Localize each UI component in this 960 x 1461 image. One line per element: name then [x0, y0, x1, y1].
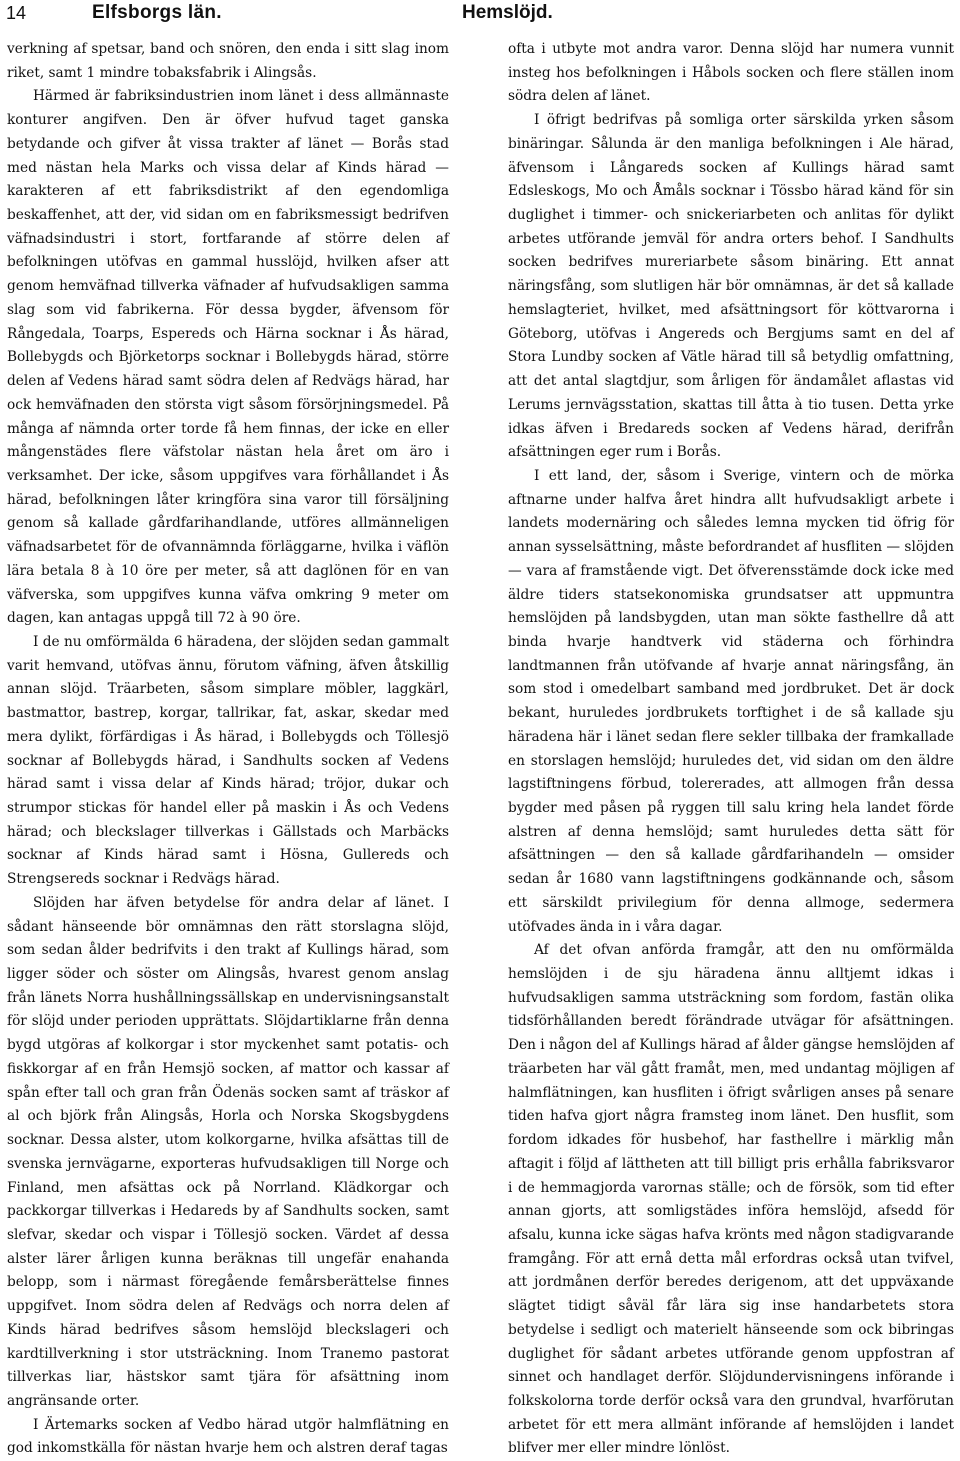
paragraph: I öfrigt bedrifvas på somliga orter särskilda yrken såsom binäringar. Sålunda är den manliga befolkningen i Ale härad, äfvensom i Långareds socken af Kullings härad samt Edsleskogs, Mo och Åmåls socknar i Tössbo härad känd för sin duglighet i timmer- och snickeriarbeten och anlitas för dylikt arbetes utförande jemväl för andra orters behof. I Sandhults socken bedrifves mureriarbete såsom binäring. Ett annat näringsfång, som slutligen här bör omnämnas, är det så kallade hemslagteriet, hvilket, med afsättningsort för köttvarorna i Göteborg, utöfvas i Angereds och Bergjums samt en del af Stora Lundby socken af Vätle härad till så betydlig omfattning, att det antal slagtdjur, som årligen för ändamålet aflastas vid Lerums jernvägsstation, skattas till åtta à tio tusen. Detta yrke idkas äfven i Bredareds socken af Vedens härad, derifrån afsättningen eger rum i Borås.	[508, 112, 954, 461]
running-title-left: Elfsborgs län.	[92, 2, 222, 23]
page-number: 14	[6, 3, 27, 23]
paragraph: Härmed är fabriksindustrien inom länet i dess allmännaste konturer angifven. Den är öfver hufvud taget ganska betydande och gifver åt vissa trakter af länet — Borås stad med nästan hela Marks och vissa delar af Kinds härad — karakteren af ett fabriksdistrikt af den egendomliga beskaffenhet, att der, vid sidan om en fabriksmessigt bedrifven väfnadsindustri i stort, fortfarande af större delen af befolkningen utöfvas en gammal husslöjd, hvilken afser att genom hemväfnad tillverka väfnader af hufvudsakligen samma slag som vid fabrikerna. För dessa bygder, äfvensom för Rångedala, Toarps, Espereds och Härna socknar i Ås härad, Bollebygds och Björketorps socknar i Bollebygds härad, större delen af Vedens härad samt södra delen af Redvägs härad, har ock hemväfnaden den största vigt såsom försörjningsmedel. På många af nämnda orter torde få hem finnas, der icke en eller mångenstädes flere väfstolar nästan hela året om äro i verksamhet. Der icke, såsom uppgifves vara förhållandet i Ås härad, befolkningen låter kringföra sina varor till försäljning genom så kallade gårdfarihandlande, utföres allmänneligen väfnadsarbetet för de ofvannämnda förläggarne, hvilka i väflön lära betala 8 à 10 öre per meter, så att daglönen för en van väfverska, som uppgifves kunna väfva omkring 9 meter om dagen, kan antagas uppgå till 72 à 90 öre.	[7, 88, 449, 627]
paragraph: Af det ofvan anförda framgår, att den nu omförmälda hemslöjden i de sju häradena ännu alltjemt idkas i hufvudsakligen samma utsträckning som fordom, fastän olika tidsförhållanden beredt förändrade utvägar för afsättningen. Den i någon del af Kullings härad af ålder gängse hemslöjden af träarbeten har väl gått framåt, men, med undantag möjligen af halmflätningen, kan husfliten i öfrigt svårligen anses på senare tiden hafva gjort några framsteg inom länet. Den husflit, som fordom idkades för husbehof, har fasthellre i märklig mån aftagit i följd af lättheten att till billigt pris erhålla fabriksvaror i de hemmagjorda varornas ställe; och de försök, som tid efter annan gjorts, att somligstädes införa hemslöjd, afsedd för afsalu, kunna icke sägas hafva krönts med någon stadigvarande framgång. För att ernå detta mål erfordras också utan tvifvel, att jordmånen derför beredes derigenom, att det uppväxande slägtet tidigt såväl får lära sig inse handarbetets stora betydelse i sedligt och materielt hänseende som ock bibringas duglighet för sådant arbetes utförande genom uppfostran af sinnet och handlaget derför. Slöjdundervisningens införande i folkskolorna torde derför också vara den grundval, hvarförutan arbetet för ett mera allmänt införande af hemslöjden i landet blifver mer eller mindre lönlöst.	[508, 942, 954, 1457]
paragraph: ofta i utbyte mot andra varor. Denna slöjd har numera vunnit insteg hos befolkningen i Håbols socken och flere ställen inom södra delen af länet.	[508, 41, 954, 105]
page-header	[0, 0, 960, 28]
paragraph: I Ärtemarks socken af Vedbo härad utgör halmflätning en god inkomstkälla för nästan hvarje hem och alstren deraf tagas	[7, 1416, 449, 1457]
paragraph: I de nu omförmälda 6 häradena, der slöjden sedan gammalt varit hemvand, utöfvas ännu, förutom väfning, äfven åtskillig annan slöjd. Träarbeten, såsom simplare möbler, laggkärl, bastmattor, bastrep, korgar, tallrikar, fat, askar, skedar med mera dylikt, förfärdigas i Ås härad, i Bollebygds och Töllesjö socknar af Bollebygds härad, i Sandhults socken af Vedens härad samt i vissa delar af Kinds härad; tröjor, dukar och strumpor stickas för handel eller på maskin i Ås och Vedens härad; och bleckslager tillverkas i Gällstads och Marbäcks socknar af Kinds härad samt i Hösna, Gullereds och Strengsereds socknar i Redvägs härad.	[7, 633, 449, 888]
paragraph: I ett land, der, såsom i Sverige, vintern och de mörka aftnarne under halfva året hindra allt hufvudsakligt arbete i landets modernäring och således lemna mycken tid öfrig för annan sysselsättning, måste befordrandet af husfliten — slöjden — vara af framstående vigt. Det öfverensstämde dock icke med äldre tiders statsekonomiska grundsatser att uppmuntra hemslöjden på landsbygden, utan man sökte fasthellre då att binda hvarje handtverk vid städerna och förhindra landtmannen från utöfvande af hvarje annat näringsfång, än som stod i omedelbart samband med jordbruket. Det är dock bekant, huruledes jordbrukets torftighet i de så kallade sju häradena här i länet sedan flere sekler tillbaka der framkallade en storslagen hemslöjd; huruledes det, vid sidan om den äldre lagstiftningens förbud, tolererades, att allmogen från dessa bygder med påsen på ryggen till salu kring hela landet förde alstren af denna hemslöjd; samt huruledes detta sätt för afsättningen — den så kallade gårdfarihandeln — omsider sedan år 1680 vann lagstiftningens godkännande och, såsom ett särskildt privilegium för denna allmoge, sedermera utöfvades ända in i våra dagar.	[508, 467, 954, 935]
running-title-right: Hemslöjd.	[462, 2, 553, 23]
left-column	[7, 38, 449, 1457]
paragraph: Slöjden har äfven betydelse för andra delar af länet. I sådant hänseende bör omnämnas den rätt storslagna slöjd, som sedan ålder bedrifvits i den trakt af Kullings härad, som ligger söder och söster om Alingsås, hvarest genom anslag från länets Norra hushållningssällskap en undervisningsanstalt för slöjd under perioden upprättats. Slöjdartiklarne från denna bygd utgöras af kolkorgar i stor myckenhet samt potatis- och fiskkorgar af en från Hemsjö socken, af mattor och kassar af spån efter tall och gran från Ödenäs socken samt af träskor af al och björk från Alingsås, Horla och Norska Skogsbygdens socknar. Dessa alster, utom kolkorgarne, hvilka afsättas till de svenska jernvägarne, exporteras hufvudsakligen till Norge och Finland, men afsättas ock på Norrland. Klädkorgar och packkorgar tillverkas i Hedareds by af Sandhults socken, samt slefvar, skedar och vispar i Töllesjö socken. Värdet af dessa alster lärer årligen kunna beräknas till ungefär enahanda belopp, som i närmast föregående femårsberättelse finnes uppgifvet. Inom södra delen af Redvägs och norra delen af Kinds härad bedrifves såsom hemslöjd bleckslageri och kardtillverkning i stor utsträckning. Inom Tranemo pastorat tillverkas liar, hästskor samt tjära för afsättning inom angränsande orter.	[7, 894, 449, 1409]
right-column	[508, 38, 954, 1457]
paragraph: verkning af spetsar, band och snören, den enda i sitt slag inom riket, samt 1 mindre tobaksfabrik i Alingsås.	[7, 41, 449, 81]
